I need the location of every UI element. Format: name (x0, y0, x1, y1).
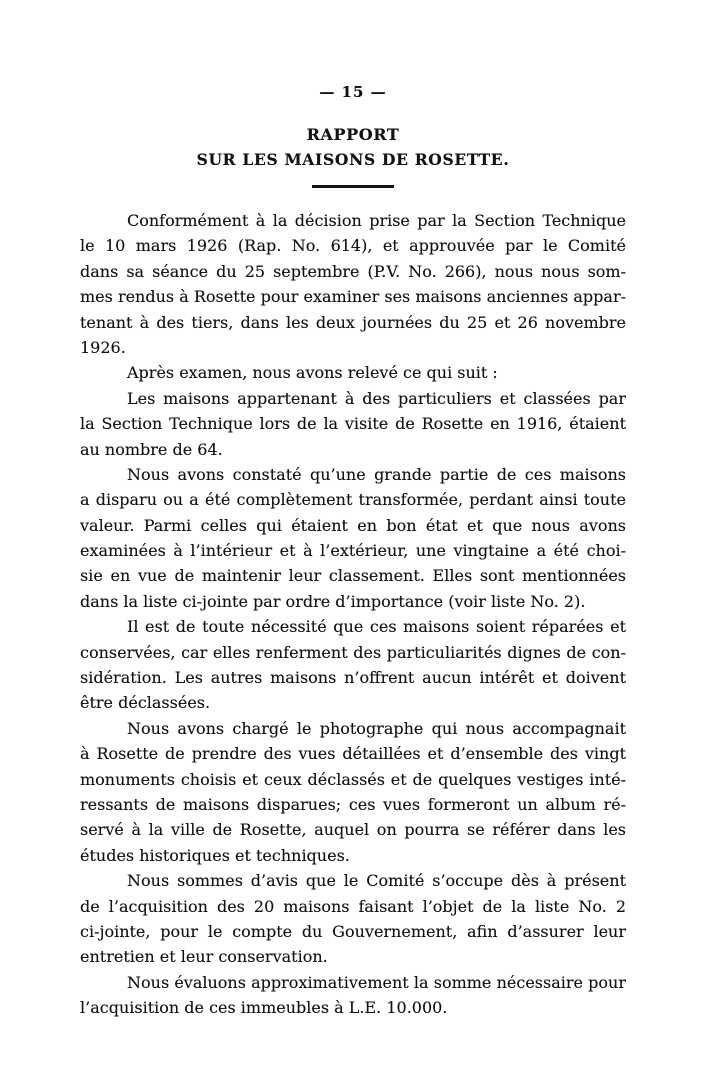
page-number: — 15 — (319, 83, 387, 101)
text-line: conservées, car elles renferment des particuliarités dignes de con- (80, 642, 626, 662)
text-line: être déclassées. (80, 693, 211, 713)
text-line: Nous évaluons approximativement la somme nécessaire pour (127, 972, 626, 992)
title-rule (312, 185, 394, 188)
text-line: études historiques et techniques. (80, 845, 350, 865)
text-line: examinées à l’intérieur et à l’extérieur, une vingtaine a été choi- (80, 541, 626, 561)
text-line: ci-jointe, pour le compte du Gouvernement, afin d’assurer leur (80, 921, 626, 941)
text-line: dans la liste ci-jointe par ordre d’importance (voir liste No. 2). (80, 591, 586, 611)
text-line: tenant à des tiers, dans les deux journées du 25 et 26 novembre (80, 312, 626, 332)
document-subtitle: SUR LES MAISONS DE ROSETTE. (196, 150, 510, 169)
text-line: l’acquisition de ces immeubles à L.E. 10.000. (80, 998, 448, 1018)
paragraph (80, 208, 626, 360)
text-line: dans sa séance du 25 septembre (P.V. No. 266), nous nous som- (80, 261, 626, 281)
text-line: Conformément à la décision prise par la Section Technique (127, 211, 626, 230)
text-line: Nous avons constaté qu’une grande partie de ces maisons (127, 464, 626, 484)
text-line: servé à la ville de Rosette, auquel on pourra se référer dans les (80, 820, 626, 840)
paragraph (80, 462, 626, 614)
text-line: a disparu ou a été complètement transformée, perdant ainsi toute (80, 490, 626, 510)
text-line: monuments choisis et ceux déclassés et de quelques vestiges inté- (80, 769, 626, 789)
text-line: Les maisons appartenant à des particuliers et classées par (127, 388, 626, 408)
text-line: le 10 mars 1926 (Rap. No. 614), et approuvée par le Comité (80, 236, 626, 256)
text-line: 1926. (80, 337, 126, 357)
paragraph (80, 386, 626, 462)
text-line: mes rendus à Rosette pour examiner ses maisons anciennes appar- (80, 287, 626, 307)
text-line: Nous avons chargé le photographe qui nous accompagnait (127, 718, 626, 738)
text-line: sidération. Les autres maisons n’offrent aucun intérêt et doivent (80, 668, 626, 688)
text-line: au nombre de 64. (80, 439, 223, 459)
text-line: Après examen, nous avons relevé ce qui suit : (127, 363, 498, 383)
text-line: Nous sommes d’avis que le Comité s’occupe dès à présent (127, 871, 626, 891)
paragraph (80, 360, 626, 385)
text-line: Il est de toute nécessité que ces maisons soient réparées et (127, 617, 626, 637)
text-line: de l’acquisition des 20 maisons faisant l’objet de la liste No. 2 (80, 896, 626, 916)
text-line: ressants de maisons disparues; ces vues formeront un album ré- (80, 794, 626, 814)
paragraph (80, 716, 626, 868)
text-line: valeur. Parmi celles qui étaient en bon état et que nous avons (80, 515, 626, 535)
text-line: entretien et leur conservation. (80, 947, 328, 967)
text-line: à Rosette de prendre des vues détaillées et d’ensemble des vingt (80, 744, 626, 764)
document-title: RAPPORT (306, 125, 400, 144)
paragraph (80, 868, 626, 970)
paragraph (80, 970, 626, 1021)
paragraph (80, 614, 626, 716)
document-body (80, 208, 626, 1021)
document-content (80, 0, 626, 1021)
text-line: sie en vue de maintenir leur classement. Elles sont mentionnées (80, 566, 626, 586)
text-line: la Section Technique lors de la visite de Rosette en 1916, étaient (80, 414, 626, 434)
